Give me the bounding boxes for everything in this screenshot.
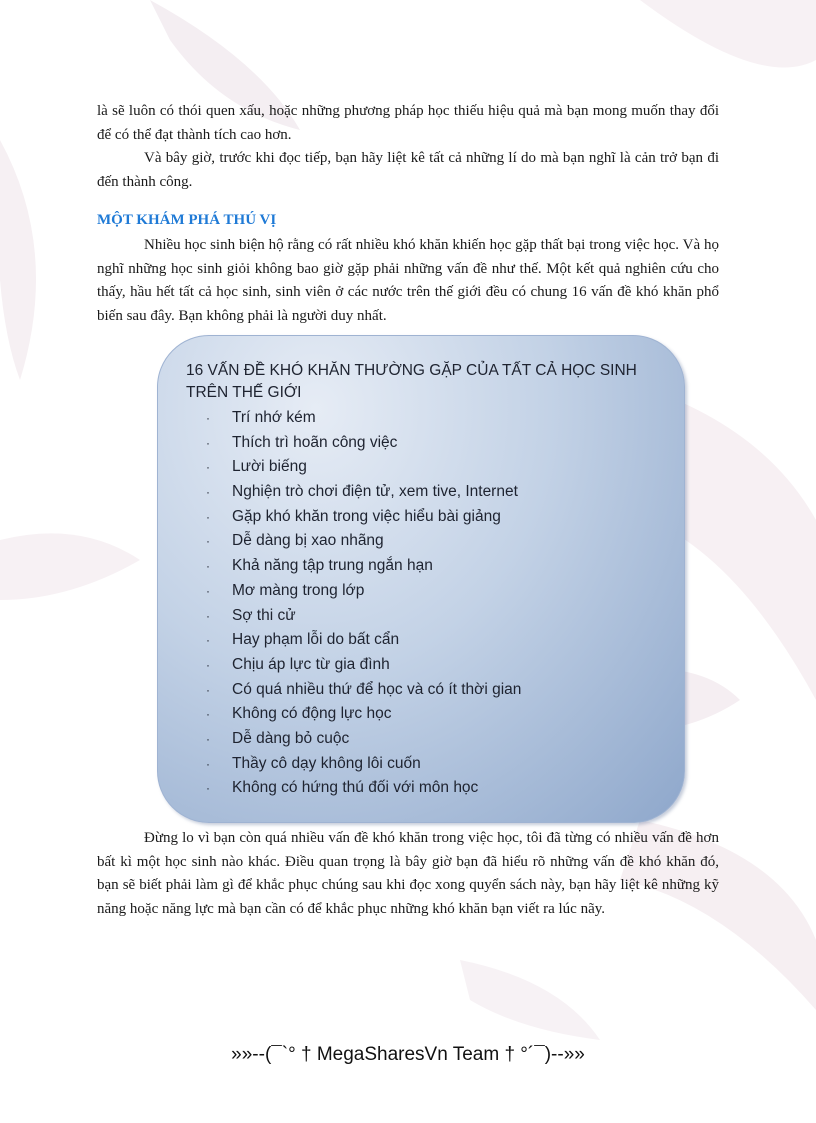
list-item: · Chịu áp lực từ gia đình xyxy=(204,653,521,678)
paragraph-3: Nhiều học sinh biện hộ rằng có rất nhiều khó khăn khiến học gặp thất bại trong việc học. Và họ nghĩ những học sinh giỏi không bao giờ gặp phải những vấn đề như thế. Một kết quả nghiên cứu cho thấy, hầu hết tất cả học sinh, sinh viên ở các nước trên thế giới đều có chung 16 vấn đề khó khăn phổ biến sau đây. Bạn không phải là người duy nhất. xyxy=(97,237,719,324)
list-item: · Trí nhớ kém xyxy=(204,406,521,431)
bullet-icon: · xyxy=(206,707,210,722)
bullet-icon: · xyxy=(206,756,210,771)
paragraph-2: Và bây giờ, trước khi đọc tiếp, bạn hãy liệt kê tất cả những lí do mà bạn nghĩ là cản trở bạn đi đến thành công. xyxy=(97,150,719,190)
bullet-icon: · xyxy=(206,411,210,425)
list-item: · Thầy cô dạy không lôi cuốn xyxy=(204,752,521,777)
list-item: · Sợ thi cử xyxy=(204,604,521,629)
list-item: · Dễ dàng bị xao nhãng xyxy=(204,529,521,554)
list-item: · Gặp khó khăn trong việc hiểu bài giảng xyxy=(204,505,521,530)
list-item: · Khả năng tập trung ngắn hạn xyxy=(204,554,521,579)
bullet-icon: · xyxy=(206,559,210,574)
list-item: · Hay phạm lỗi do bất cẩn xyxy=(204,628,521,653)
bullet-icon: · xyxy=(206,682,210,697)
problems-list xyxy=(204,406,521,801)
bullet-icon: · xyxy=(206,485,210,500)
bullet-icon: · xyxy=(206,608,210,623)
paragraph-1: là sẽ luôn có thói quen xấu, hoặc những phương pháp học thiếu hiệu quả mà bạn mong muốn thay đổi để có thể đạt thành tích cao hơn. xyxy=(97,103,719,143)
paragraph-4: Đừng lo vì bạn còn quá nhiều vấn đề khó khăn trong việc học, tôi đã từng có nhiều vấn đề hơn bất kì một học sinh nào khác. Điều quan trọng là bây giờ bạn đã hiểu rõ những vấn đề khó khăn đó, bạn sẽ biết phải làm gì để khắc phục chúng sau khi đọc xong quyển sách này, bạn hãy liệt kê những kỹ năng hoặc năng lực mà bạn cần có để khắc phục những khó khăn bạn viết ra lúc nãy. xyxy=(97,830,719,917)
list-item: · Mơ màng trong lớp xyxy=(204,579,521,604)
bullet-icon: · xyxy=(206,534,210,549)
list-item: · Không có hứng thú đối với môn học xyxy=(204,776,521,801)
callout-title: 16 VẤN ĐỀ KHÓ KHĂN THƯỜNG GẶP CỦA TẤT CẢ HỌC SINH TRÊN THẾ GIỚI xyxy=(186,362,637,401)
list-item: · Thích trì hoãn công việc xyxy=(204,431,521,456)
bullet-icon: · xyxy=(206,509,210,524)
list-item: · Dễ dàng bỏ cuộc xyxy=(204,727,521,752)
problems-callout-box xyxy=(157,335,685,823)
bullet-icon: · xyxy=(206,657,210,672)
footer-credit: »»--(¯`° † MegaSharesVn Team † °´¯)--»» xyxy=(231,1044,585,1065)
bullet-icon: · xyxy=(206,781,210,796)
bullet-icon: · xyxy=(206,435,210,450)
bullet-icon: · xyxy=(206,460,210,475)
list-item: · Lười biếng xyxy=(204,455,521,480)
list-item: · Nghiện trò chơi điện tử, xem tive, Internet xyxy=(204,480,521,505)
bullet-icon: · xyxy=(206,633,210,648)
list-item: · Không có động lực học xyxy=(204,702,521,727)
section-heading: MỘT KHÁM PHÁ THÚ VỊ xyxy=(97,212,277,228)
bullet-icon: · xyxy=(206,731,210,746)
list-item: · Có quá nhiều thứ để học và có ít thời gian xyxy=(204,678,521,703)
bullet-icon: · xyxy=(206,583,210,598)
